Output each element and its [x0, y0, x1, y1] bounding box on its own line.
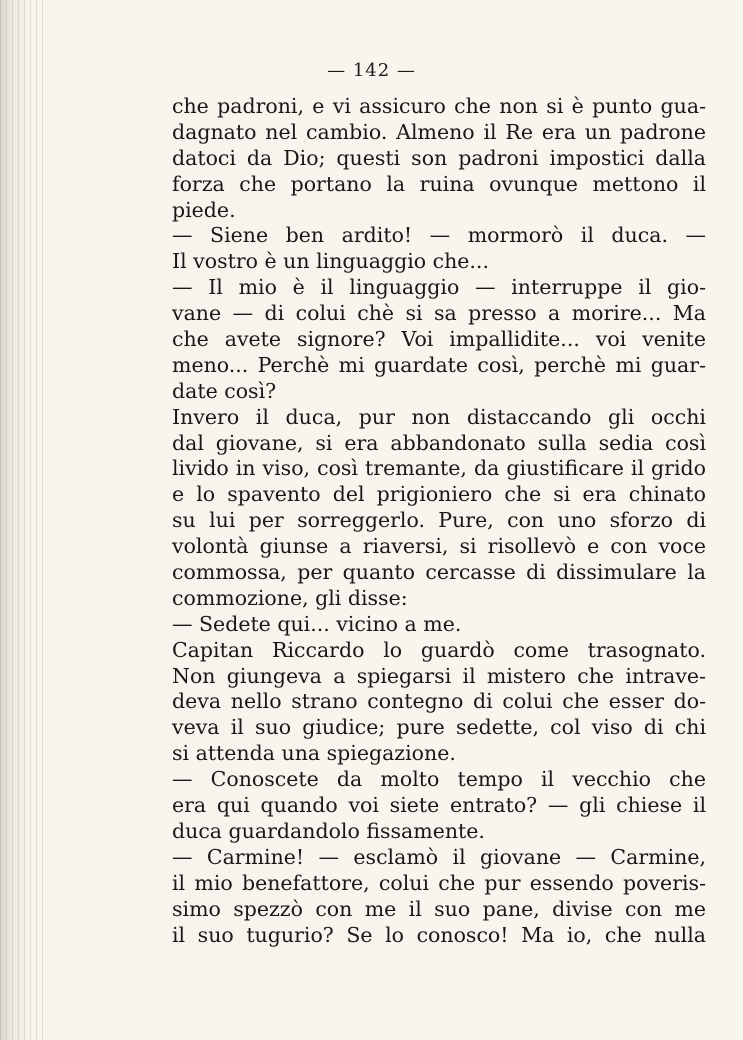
text-line: era qui quando voi siete entrato? — gli chiese il [172, 793, 706, 818]
text-line: Capitan Riccardo lo guardò come trasognato. [172, 637, 706, 662]
text-line: — Carmine! — esclamò il giovane — Carmine, [172, 844, 706, 869]
page-number: — 142 — [327, 60, 416, 81]
text-line: che padroni, e vi assicuro che non si è punto gua- [172, 94, 706, 118]
text-line: che avete signore? Voi impallidite... voi venite [172, 327, 706, 352]
text-line: commozione, gli disse: [172, 585, 408, 610]
text-line: veva il suo giudice; pure sedette, col viso di chi [172, 715, 706, 740]
text-line: forza che portano la ruina ovunque mettono il [172, 171, 706, 196]
text-line: deva nello strano contegno di colui che esser do- [172, 689, 706, 714]
text-line: date così? [172, 378, 277, 403]
body-text [172, 94, 706, 948]
text-line: datoci da Dio; questi son padroni impostici dalla [172, 145, 706, 170]
text-line: livido in viso, così tremante, da giustificare il grido [172, 456, 706, 481]
text-line: vane — di colui chè si sa presso a morire... Ma [172, 301, 706, 326]
text-line: e lo spavento del prigioniero che si era chinato [172, 482, 706, 507]
text-line: — Conoscete da molto tempo il vecchio che [172, 767, 706, 792]
text-line: duca guardandolo fissamente. [172, 818, 485, 843]
text-line: Il vostro è un linguaggio che... [172, 249, 489, 274]
text-line: Non giungeva a spiegarsi il mistero che intrave- [172, 663, 706, 688]
text-line: commossa, per quanto cercasse di dissimulare la [172, 560, 706, 585]
text-line: il mio benefattore, colui che pur essendo poveris- [172, 870, 706, 895]
text-line: volontà giunse a riaversi, si risollevò e con voce [172, 534, 706, 559]
text-line: il suo tugurio? Se lo conosco! Ma io, che nulla [172, 922, 706, 947]
page-binding-edge [0, 0, 46, 1040]
text-line: piede. [172, 197, 236, 222]
text-line: simo spezzò con me il suo pane, divise con me [172, 896, 706, 921]
text-line: — Siene ben ardito! — mormorò il duca. — [172, 223, 706, 248]
text-line: si attenda una spiegazione. [172, 741, 456, 766]
text-line: Invero il duca, pur non distaccando gli occhi [172, 404, 706, 429]
text-line: dal giovane, si era abbandonato sulla sedia così [172, 430, 706, 455]
text-line: — Sedete qui... vicino a me. [172, 611, 462, 636]
text-line: dagnato nel cambio. Almeno il Re era un padrone [172, 119, 706, 144]
text-line: — Il mio è il linguaggio — interruppe il gio- [172, 275, 706, 300]
text-line: meno... Perchè mi guardate così, perchè mi guar- [172, 352, 706, 377]
text-line: su lui per sorreggerlo. Pure, con uno sforzo di [172, 508, 706, 533]
